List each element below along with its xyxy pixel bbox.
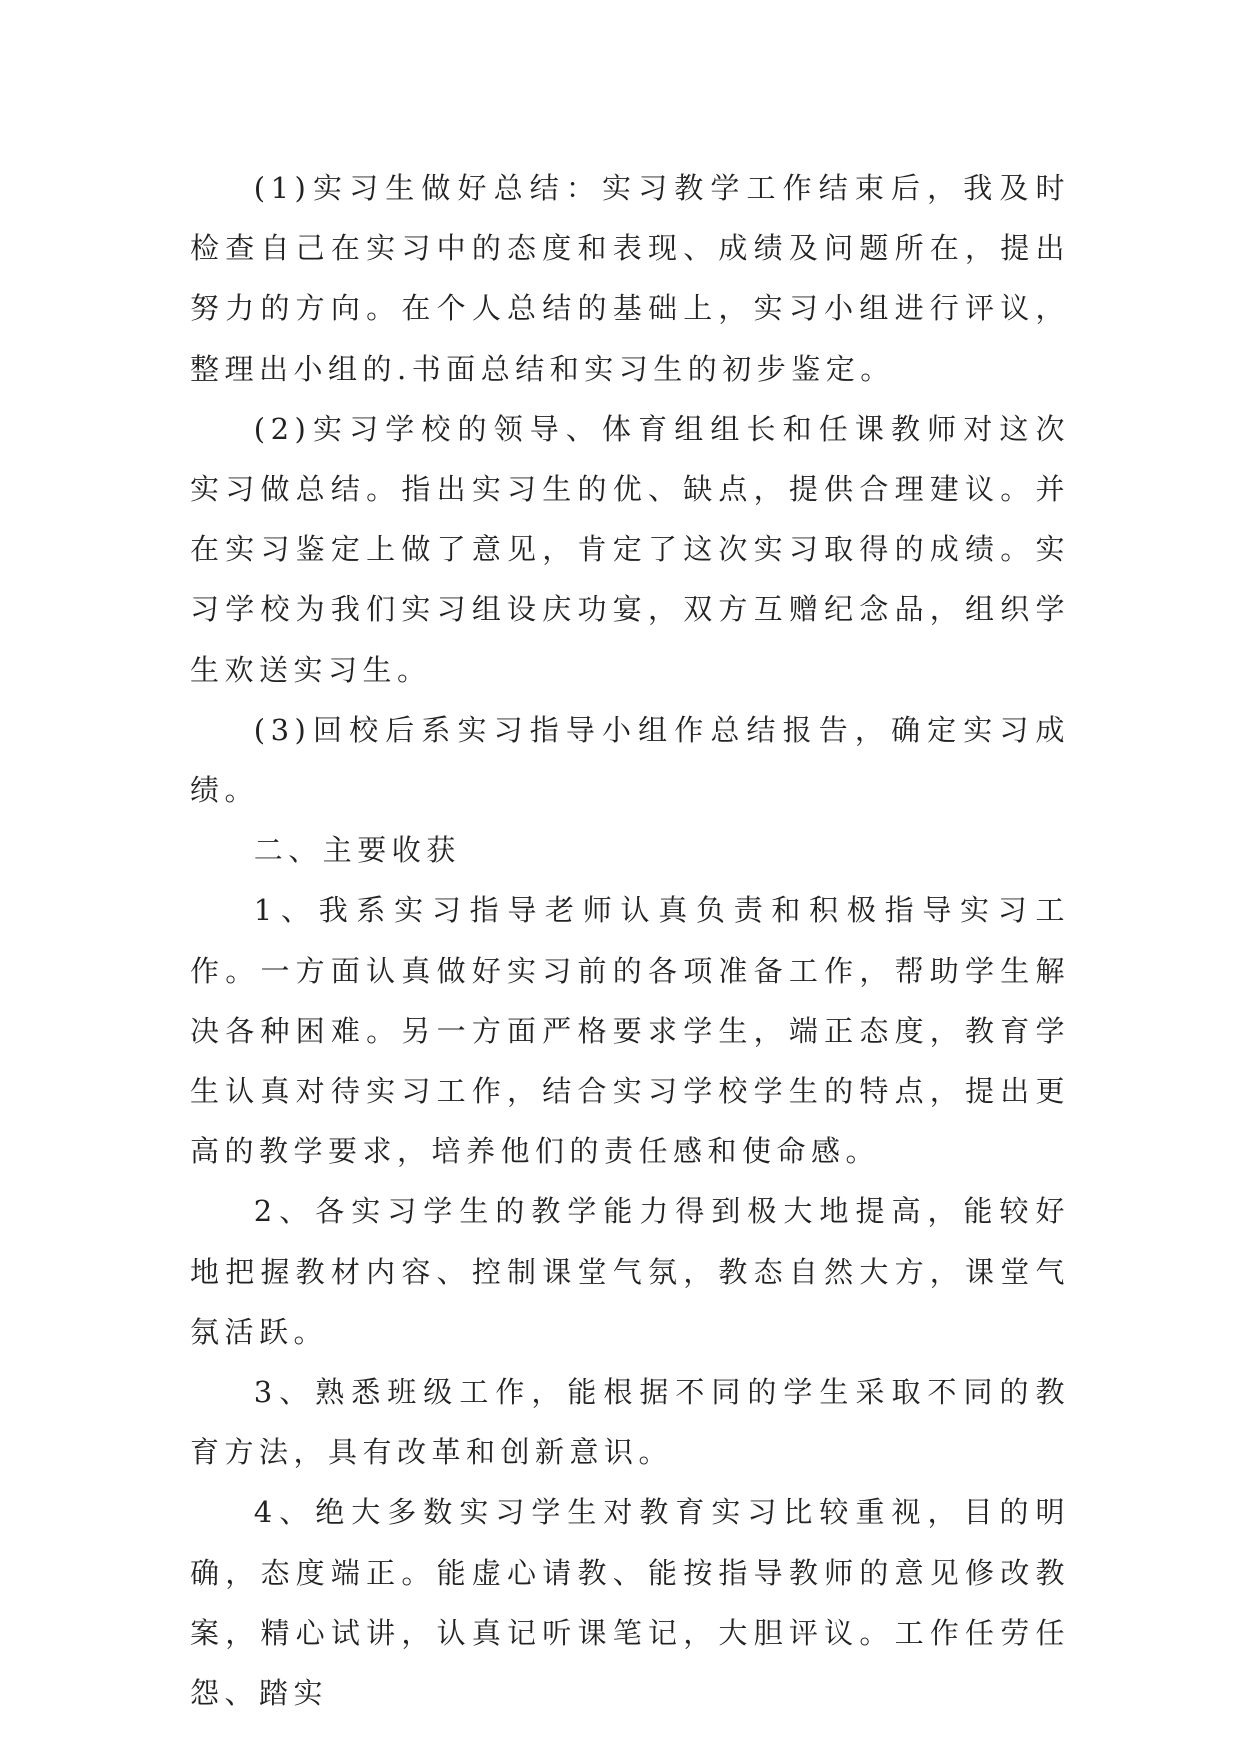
- paragraph-gain-4: 4、绝大多数实习学生对教育实习比较重视，目的明确，态度端正。能虚心请教、能按指导教师的意见修改教案，精心试讲，认真记听课笔记，大胆评议。工作任劳任怨、踏实: [190, 1495, 1070, 1711]
- section-heading-main-gains: 二、主要收获: [253, 833, 461, 868]
- document-body: [190, 158, 1070, 1723]
- paragraph-summary-report: (3)回校后系实习指导小组作总结报告，确定实习成绩。: [190, 712, 1070, 808]
- paragraph-summary-school: (2)实习学校的领导、体育组组长和任课教师对这次实习做总结。指出实习生的优、缺点，提供合理建议。并在实习鉴定上做了意见，肯定了这次实习取得的成绩。实习学校为我们实习组设庆功宴，双方互赠纪念品，组织学生欢送实习生。: [190, 411, 1070, 687]
- paragraph-gain-2: 2、各实习学生的教学能力得到极大地提高，能较好地把握教材内容、控制课堂气氛，教态自然大方，课堂气氛活跃。: [190, 1194, 1070, 1349]
- paragraph-gain-3: 3、熟悉班级工作，能根据不同的学生采取不同的教育方法，具有改革和创新意识。: [190, 1375, 1070, 1470]
- paragraph-gain-1: 1、我系实习指导老师认真负责和积极指导实习工作。一方面认真做好实习前的各项准备工作，帮助学生解决各种困难。另一方面严格要求学生，端正态度，教育学生认真对待实习工作，结合实习学校学生的特点，提出更高的教学要求，培养他们的责任感和使命感。: [190, 893, 1070, 1169]
- paragraph-summary-students: (1)实习生做好总结：实习教学工作结束后，我及时检查自己在实习中的态度和表现、成绩及问题所在，提出努力的方向。在个人总结的基础上，实习小组进行评议，整理出小组的.书面总结和实习生的初步鉴定。: [190, 171, 1070, 386]
